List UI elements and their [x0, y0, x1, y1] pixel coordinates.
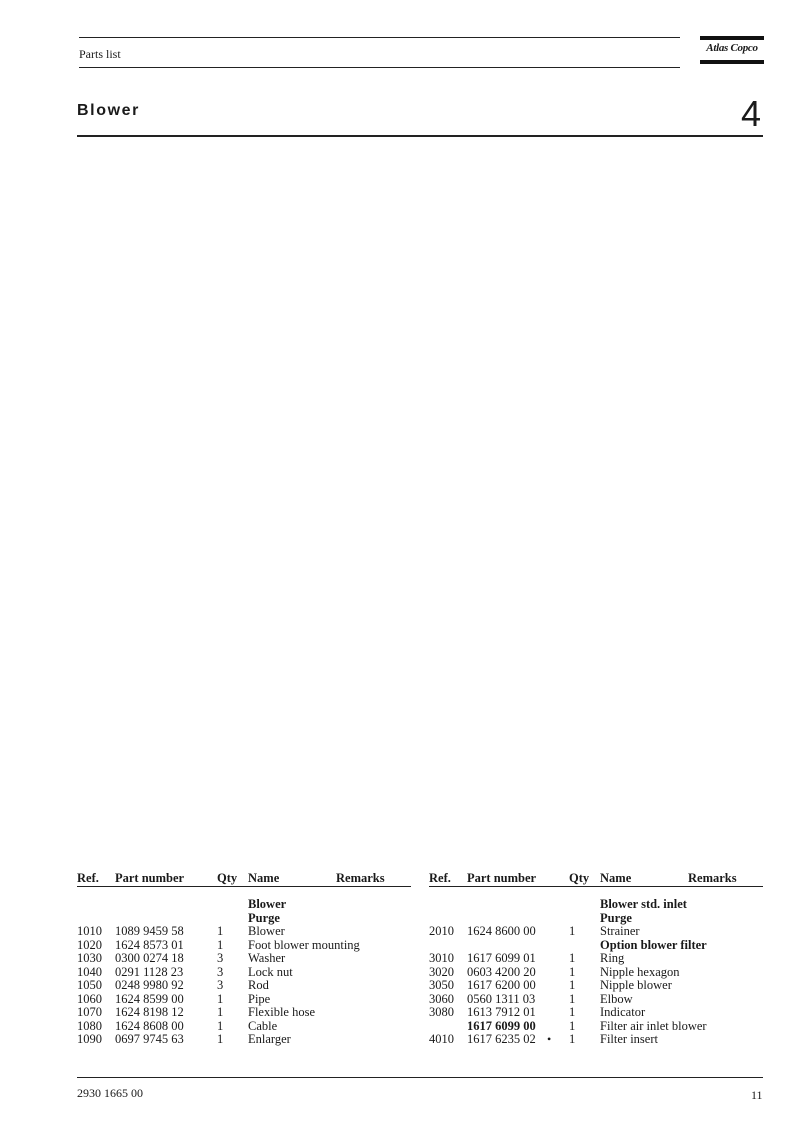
name-cell: Lock nut	[248, 964, 293, 979]
name-cell: Indicator	[600, 1005, 646, 1019]
ref-cell: 2010	[429, 924, 454, 938]
right-table-body	[429, 898, 763, 1047]
name-cell: Filter insert	[600, 1032, 658, 1046]
table-row	[429, 925, 763, 939]
part-number-cell: 1617 6099 00	[467, 1018, 536, 1033]
header-remarks: Remarks	[336, 871, 385, 885]
table-row	[77, 1033, 411, 1047]
table-row	[429, 979, 763, 993]
table-row	[77, 1006, 411, 1020]
table-row	[429, 1020, 763, 1034]
qty-cell: 1	[217, 1005, 224, 1019]
header-label: Parts list	[79, 47, 121, 61]
ref-cell: 1050	[77, 978, 102, 992]
bullet-icon: •	[547, 1032, 552, 1046]
table-row	[77, 1020, 411, 1034]
part-number-cell: 0560 1311 03	[467, 991, 536, 1006]
ref-cell: 1040	[77, 964, 102, 979]
right-table-header-rule	[429, 886, 763, 887]
header-ref: Ref.	[77, 871, 99, 885]
name-cell: Filter air inlet blower	[600, 1018, 707, 1033]
qty-cell: 1	[217, 1018, 224, 1033]
ref-cell: 3050	[429, 978, 454, 992]
table-row	[429, 966, 763, 980]
part-number-cell: 1624 8599 00	[115, 991, 184, 1006]
part-number-cell: 1617 6235 02	[467, 1032, 536, 1046]
qty-cell: 3	[217, 951, 224, 965]
name-cell: Blower	[248, 897, 287, 911]
part-number-cell: 0300 0274 18	[115, 951, 184, 965]
name-cell: Elbow	[600, 991, 633, 1006]
name-cell: Blower	[248, 924, 285, 938]
part-number-cell: 0603 4200 20	[467, 964, 536, 979]
header-bottom-rule	[79, 67, 680, 68]
header-part-number: Part number	[115, 871, 185, 885]
name-cell: Rod	[248, 978, 269, 992]
name-cell: Purge	[600, 910, 632, 925]
left-table-header-rule	[77, 886, 411, 887]
table-row	[77, 912, 411, 926]
qty-cell: 1	[569, 1005, 576, 1019]
name-cell: Option blower filter	[600, 937, 707, 952]
table-row	[77, 939, 411, 953]
header-remarks: Remarks	[688, 871, 737, 885]
qty-cell: 1	[569, 964, 576, 979]
name-cell: Foot blower mounting	[248, 937, 360, 952]
left-table-header	[77, 871, 411, 886]
ref-cell: 1010	[77, 924, 102, 938]
header-name: Name	[600, 871, 632, 885]
table-row	[77, 993, 411, 1007]
table-row	[77, 898, 411, 912]
name-cell: Flexible hose	[248, 1005, 316, 1019]
part-number-cell: 0248 9980 92	[115, 978, 184, 992]
ref-cell: 3080	[429, 1005, 454, 1019]
table-row	[429, 898, 763, 912]
table-row	[429, 912, 763, 926]
atlas-copco-logo	[700, 36, 764, 66]
qty-cell: 1	[217, 937, 224, 952]
part-number-cell: 1617 6099 01	[467, 951, 536, 965]
qty-cell: 1	[217, 924, 224, 938]
table-row	[429, 1033, 763, 1047]
header-ref: Ref.	[429, 871, 451, 885]
name-cell: Purge	[248, 910, 280, 925]
section-rule	[77, 135, 763, 137]
qty-cell: 3	[217, 964, 224, 979]
ref-cell: 1090	[77, 1032, 102, 1046]
qty-cell: 1	[217, 1032, 224, 1046]
qty-cell: 3	[217, 978, 224, 992]
logo-top-bar	[700, 36, 764, 40]
qty-cell: 1	[569, 978, 576, 992]
table-row	[77, 952, 411, 966]
ref-cell: 1080	[77, 1018, 102, 1033]
part-number-cell: 0697 9745 63	[115, 1032, 184, 1046]
qty-cell: 1	[569, 991, 576, 1006]
table-row	[77, 925, 411, 939]
qty-cell: 1	[217, 991, 224, 1006]
ref-cell: 3010	[429, 951, 454, 965]
logo-bottom-bar	[700, 60, 764, 64]
name-cell: Washer	[248, 951, 286, 965]
ref-cell: 1030	[77, 951, 102, 965]
part-number-cell: 1624 8600 00	[467, 924, 536, 938]
ref-cell: 1060	[77, 991, 102, 1006]
qty-cell: 1	[569, 1018, 576, 1033]
header-name: Name	[248, 871, 280, 885]
name-cell: Pipe	[248, 991, 271, 1006]
header-top-rule	[79, 37, 680, 38]
section-title: Blower	[77, 102, 140, 119]
table-row	[77, 979, 411, 993]
section-number: 4	[741, 93, 762, 134]
table-row	[77, 966, 411, 980]
name-cell: Nipple hexagon	[600, 964, 680, 979]
part-number-cell: 1624 8573 01	[115, 937, 184, 952]
footer-rule	[77, 1077, 763, 1078]
table-row	[429, 952, 763, 966]
page-number: 11	[751, 1088, 763, 1102]
header-qty: Qty	[217, 871, 238, 885]
name-cell: Cable	[248, 1018, 278, 1033]
header-qty: Qty	[569, 871, 590, 885]
document-number: 2930 1665 00	[77, 1086, 143, 1100]
part-number-cell: 1613 7912 01	[467, 1005, 536, 1019]
left-table-body	[77, 898, 411, 1047]
left-parts-table	[77, 871, 411, 1046]
header-part-number: Part number	[467, 871, 537, 885]
part-number-cell: 1624 8198 12	[115, 1005, 184, 1019]
logo-text: Atlas Copco	[706, 42, 758, 54]
ref-cell: 4010	[429, 1032, 454, 1046]
right-parts-table	[429, 871, 763, 1046]
right-table-header	[429, 871, 763, 886]
name-cell: Strainer	[600, 924, 640, 938]
ref-cell: 3020	[429, 964, 454, 979]
ref-cell: 3060	[429, 991, 454, 1006]
part-number-cell: 0291 1128 23	[115, 964, 184, 979]
table-row	[429, 1006, 763, 1020]
ref-cell: 1020	[77, 937, 102, 952]
table-row	[429, 939, 763, 953]
ref-cell: 1070	[77, 1005, 102, 1019]
table-row	[429, 993, 763, 1007]
name-cell: Nipple blower	[600, 978, 672, 992]
name-cell: Blower std. inlet	[600, 897, 687, 911]
part-number-cell: 1089 9459 58	[115, 924, 184, 938]
qty-cell: 1	[569, 1032, 576, 1046]
qty-cell: 1	[569, 924, 576, 938]
part-number-cell: 1617 6200 00	[467, 978, 536, 992]
qty-cell: 1	[569, 951, 576, 965]
part-number-cell: 1624 8608 00	[115, 1018, 184, 1033]
name-cell: Enlarger	[248, 1032, 291, 1046]
name-cell: Ring	[600, 951, 625, 965]
